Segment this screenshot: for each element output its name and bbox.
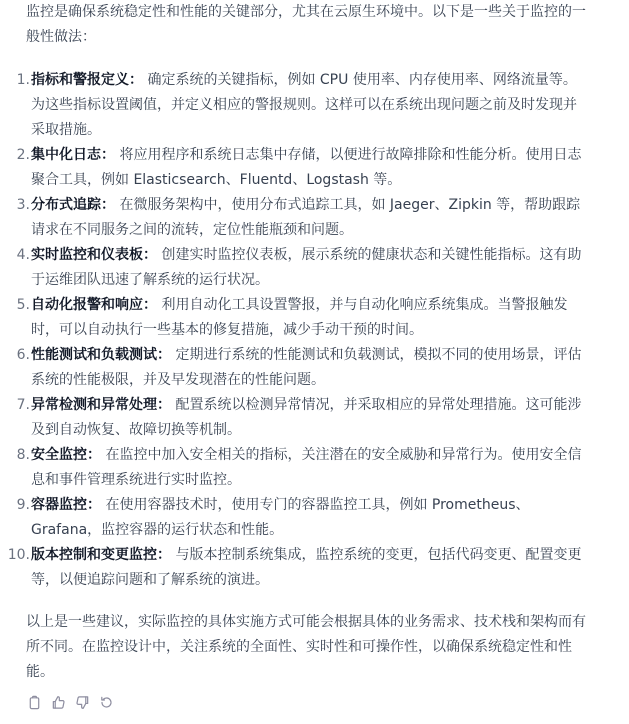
list-item (16, 143, 586, 193)
thumbs-down-icon[interactable] (74, 694, 90, 710)
item-text: 与版本控制系统集成，监控系统的变更，包括代码变更、配置变更等，以便追踪问题和了解系统的演进。 (31, 547, 582, 588)
item-text: 创建实时监控仪表板，展示系统的健康状态和关键性能指标。这有助于运维团队迅速了解系统的运行状况。 (31, 247, 582, 288)
thumbs-up-icon[interactable] (50, 694, 66, 710)
item-title: 版本控制和变更监控： (31, 547, 171, 563)
list-number: 1. (16, 72, 30, 88)
item-title: 指标和警报定义： (31, 72, 143, 88)
list-item (16, 393, 586, 443)
list-item (16, 293, 586, 343)
list-number: 2. (16, 147, 30, 163)
list-number: 3. (16, 197, 30, 213)
item-title: 异常检测和异常处理： (31, 397, 171, 413)
conclusion-paragraph: 以上是一些建议，实际监控的具体实施方式可能会根据具体的业务需求、技术栈和架构而有所不同。在监控设计中，关注系统的全面性、实时性和可操作性，以确保系统稳定性和性能。 (26, 614, 586, 680)
assistant-message (7, 0, 586, 685)
item-title: 容器监控： (31, 497, 101, 513)
item-text: 配置系统以检测异常情况，并采取相应的异常处理措施。这可能涉及到自动恢复、故障切换等机制。 (31, 397, 582, 438)
list-item (16, 193, 586, 243)
item-text: 确定系统的关键指标，例如 CPU 使用率、内存使用率、网络流量等。为这些指标设置阈值，并定义相应的警报规则。这样可以在系统出现问题之前及时发现并采取措施。 (31, 72, 577, 138)
intro-paragraph: 监控是确保系统稳定性和性能的关键部分，尤其在云原生环境中。以下是一些关于监控的一般性做法： (26, 4, 586, 45)
list-number: 10. (7, 547, 30, 563)
copy-icon[interactable] (26, 694, 42, 710)
list-item (7, 543, 586, 593)
item-text: 利用自动化工具设置警报，并与自动化响应系统集成。当警报触发时，可以自动执行一些基本的修复措施，减少手动干预的时间。 (31, 297, 568, 338)
list-number: 7. (16, 397, 30, 413)
item-title: 性能测试和负载测试： (31, 347, 171, 363)
item-text: 在微服务架构中，使用分布式追踪工具，如 Jaeger、Zipkin 等，帮助跟踪请求在不同服务之间的流转，定位性能瓶颈和问题。 (31, 197, 581, 238)
list-item (16, 68, 586, 143)
item-text: 将应用程序和系统日志集中存储，以便进行故障排除和性能分析。使用日志聚合工具，例如 Elasticsearch、Fluentd、Logstash 等。 (31, 147, 582, 188)
list-item (16, 243, 586, 293)
list-number: 6. (16, 347, 30, 363)
item-title: 集中化日志： (31, 147, 115, 163)
item-title: 安全监控： (31, 447, 101, 463)
item-text: 在监控中加入安全相关的指标，关注潜在的安全威胁和异常行为。使用安全信息和事件管理系统进行实时监控。 (31, 447, 582, 488)
list-number: 5. (16, 297, 30, 313)
message-actions (26, 694, 114, 710)
item-title: 分布式追踪： (31, 197, 115, 213)
list-item (16, 443, 586, 493)
list-number: 9. (16, 497, 30, 513)
item-title: 实时监控和仪表板： (31, 247, 157, 263)
list-item (16, 343, 586, 393)
list-number: 8. (16, 447, 30, 463)
item-text: 定期进行系统的性能测试和负载测试，模拟不同的使用场景，评估系统的性能极限，并及早发现潜在的性能问题。 (31, 347, 582, 388)
practice-list (7, 68, 586, 593)
item-text: 在使用容器技术时，使用专门的容器监控工具，例如 Prometheus、Grafana，监控容器的运行状态和性能。 (31, 497, 530, 538)
list-item (16, 493, 586, 543)
item-title: 自动化报警和响应： (31, 297, 157, 313)
regenerate-icon[interactable] (98, 694, 114, 710)
list-number: 4. (16, 247, 30, 263)
